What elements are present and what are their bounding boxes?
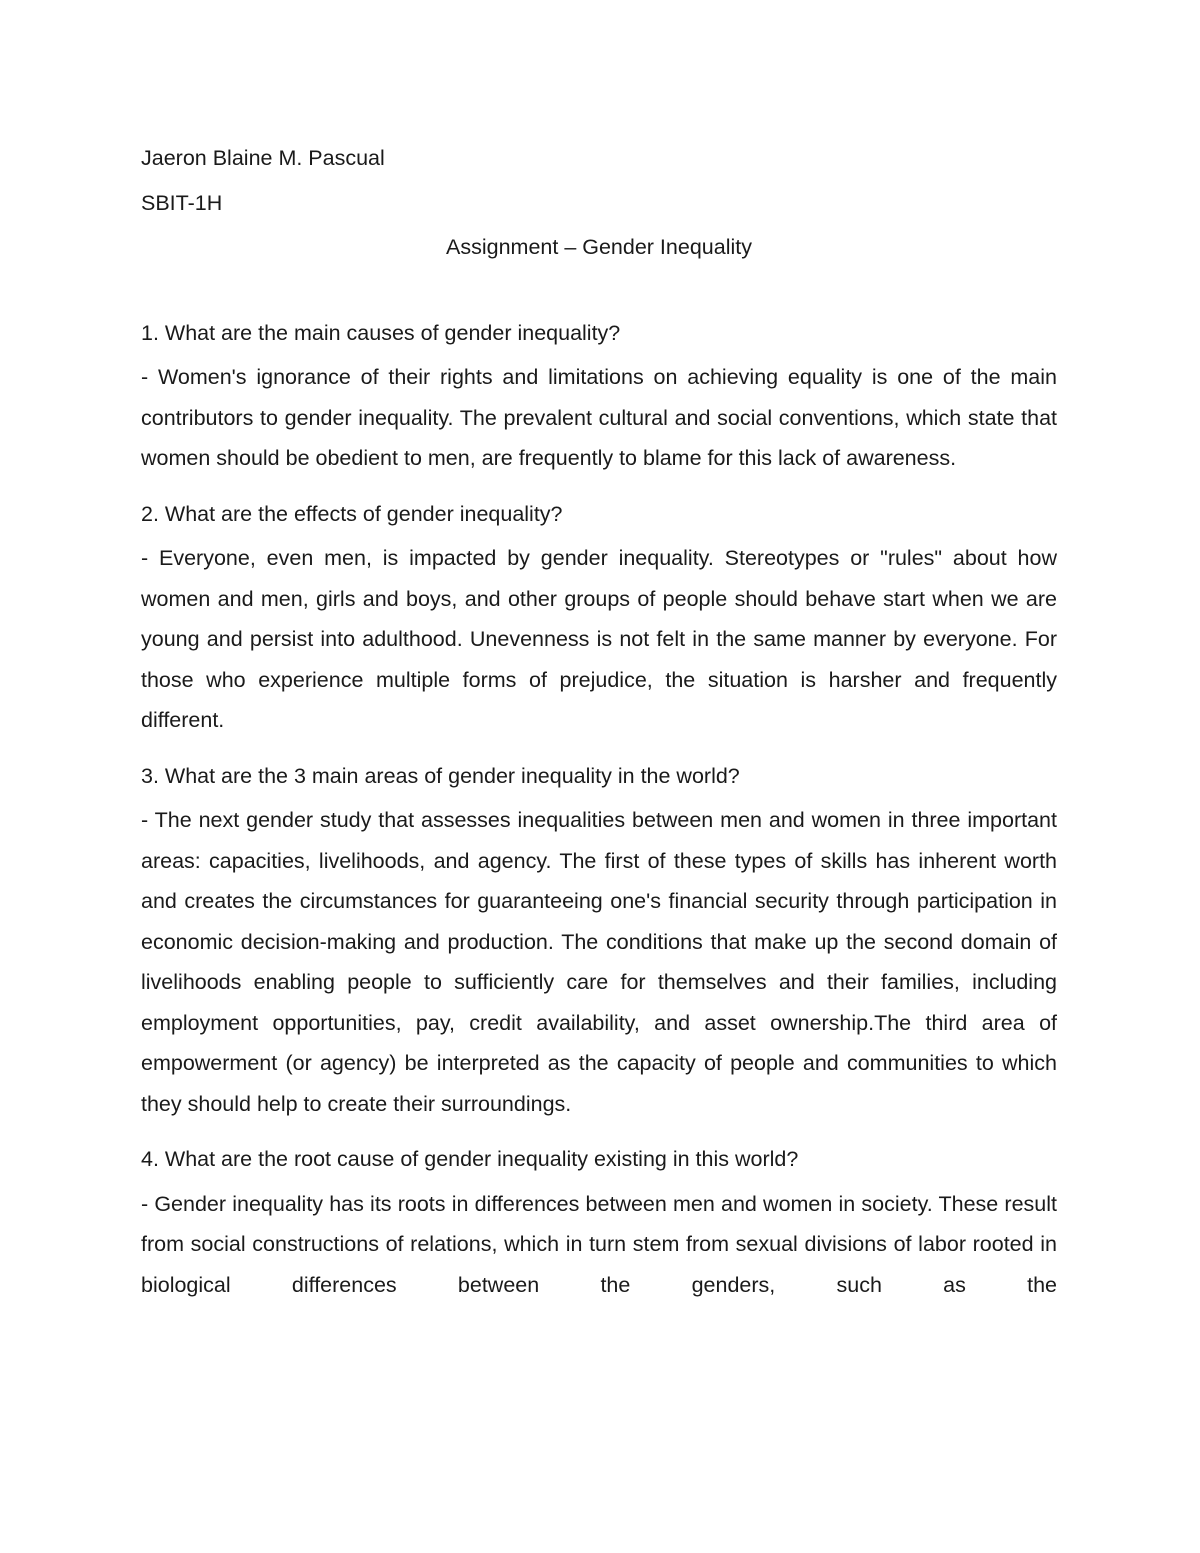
qa-item-3 — [141, 756, 1057, 1125]
answer-text: - Gender inequality has its roots in differences between men and women in society. These result from social constructions of relations, which in turn stem from sexual divisions of labor rooted in biological differences between the genders, such as the — [141, 1191, 1057, 1297]
assignment-title: Assignment – Gender Inequality — [446, 235, 752, 259]
qa-item-4 — [141, 1139, 1057, 1305]
answer-text: - Everyone, even men, is impacted by gender inequality. Stereotypes or "rules" about how women and men, girls and boys, and other groups of people should behave start when we are young and persist into adulthood. Unevenness is not felt in the same manner by everyone. For those who experience multiple forms of prejudice, the situation is harsher and frequently different. — [141, 546, 1057, 732]
question-text: 3. What are the 3 main areas of gender inequality in the world? — [141, 763, 740, 788]
question-text: 1. What are the main causes of gender inequality? — [141, 320, 621, 345]
document-body — [141, 138, 1057, 1320]
question-text: 4. What are the root cause of gender inequality existing in this world? — [141, 1147, 799, 1171]
qa-item-1 — [141, 313, 1057, 479]
question-text: 2. What are the effects of gender inequality? — [141, 501, 563, 526]
qa-item-2 — [141, 494, 1057, 741]
answer-text: - Women's ignorance of their rights and limitations on achieving equality is one of the main contributors to gender inequality. The prevalent cultural and social conventions, which state that women should be obedient to men, are frequently to blame for this lack of awareness. — [141, 365, 1057, 470]
class-section: SBIT-1H — [141, 190, 223, 215]
answer-text: - The next gender study that assesses inequalities between men and women in three important areas: capacities, livelihoods, and agency. The first of these types of skills has inherent worth and creates the circumstances for guaranteeing one's financial security through participation in economic decision-making and production. The conditions that make up the second domain of livelihoods enabling people to sufficiently care for themselves and their families, including employment opportunities, pay, credit availability, and asset ownership.The third area of empowerment (or agency) be interpreted as the capacity of people and communities to which they should help to create their surroundings. — [141, 808, 1057, 1116]
author-name: Jaeron Blaine M. Pascual — [141, 146, 385, 170]
